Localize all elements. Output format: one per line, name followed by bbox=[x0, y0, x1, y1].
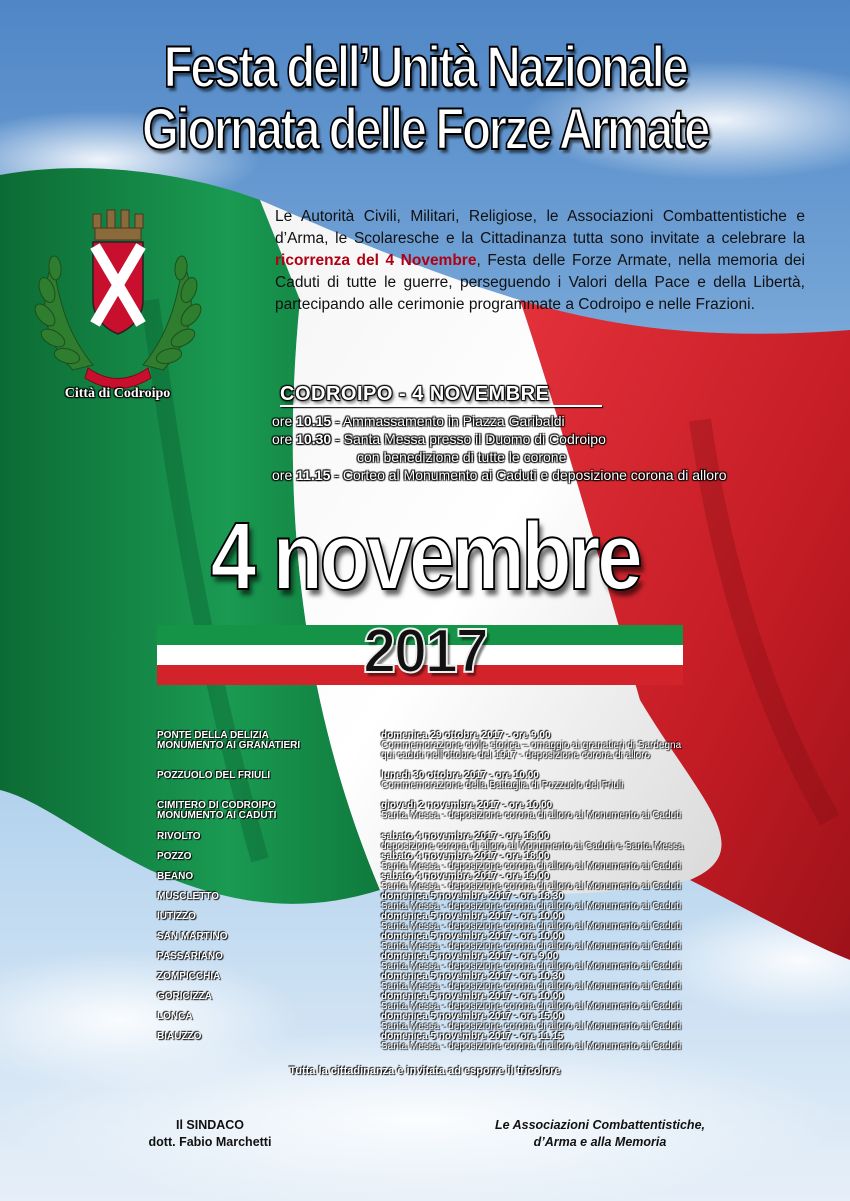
event-place: IUTIZZO bbox=[157, 911, 196, 922]
event-place: POZZO bbox=[157, 851, 192, 862]
intro-text-after: , Festa delle Forze Armate, nella memoria dei Caduti di tutte le guerre, perseguendo i Valori della Pace e della Libertà, partecipando alle cerimonie programmate a Codroipo e nelle Frazioni. bbox=[275, 252, 805, 313]
event-place: ZOMPICCHIA bbox=[157, 971, 221, 982]
associations-line-2: d’Arma e alla Memoria bbox=[533, 1135, 667, 1149]
codroipo-program-title: CODROIPO - 4 NOVEMBRE bbox=[280, 383, 550, 405]
event-place: CIMITERO DI CODROIPO bbox=[157, 800, 276, 811]
mayor-signature bbox=[120, 1117, 300, 1151]
event-detail: sabato 4 novembre 2017 - ore 18.00 bbox=[381, 851, 550, 862]
event-place: GORICIZZA bbox=[157, 991, 212, 1002]
event-place: MONUMENTO AI CADUTI bbox=[157, 810, 277, 821]
city-name: Città di Codroipo bbox=[64, 386, 171, 401]
event-place: BEANO bbox=[157, 871, 194, 882]
codroipo-item: ore 10.15 - Ammassamento in Piazza Garibaldi bbox=[272, 413, 565, 429]
event-detail: deposizione corona di alloro al Monumento ai Caduti e Santa Messa bbox=[381, 841, 684, 852]
mayor-name: dott. Fabio Marchetti bbox=[148, 1135, 272, 1149]
event-detail: Santa Messa - deposizione corona di alloro al Monumento ai Caduti bbox=[381, 941, 682, 952]
title-line-1: Festa dell’Unità Nazionale bbox=[163, 35, 687, 100]
codroipo-title-underline bbox=[280, 405, 602, 407]
intro-highlight: ricorrenza del 4 Novembre bbox=[275, 252, 477, 269]
event-detail: domenica 5 novembre 2017 - ore 18.30 bbox=[381, 891, 564, 902]
associations-signature bbox=[465, 1117, 735, 1151]
event-detail: domenica 5 novembre 2017 - ore 15.00 bbox=[381, 1011, 564, 1022]
big-date: 4 novembre bbox=[210, 503, 640, 610]
event-detail: giovedì 2 novembre 2017 - ore 10.00 bbox=[381, 800, 553, 811]
invitation-tricolore: Tutta la cittadinanza è invitata ad esporre il tricolore bbox=[289, 1065, 561, 1077]
event-detail: Commemorazione civile storica – omaggio ai granatieri di Sardegna bbox=[381, 740, 682, 751]
event-detail: Santa Messa - deposizione corona di alloro al Monumento ai Caduti bbox=[381, 1021, 682, 1032]
event-place: BIAUZZO bbox=[157, 1031, 202, 1042]
event-detail: Santa Messa - deposizione corona di alloro al Monumento ai Caduti bbox=[381, 981, 682, 992]
event-detail: Santa Messa - deposizione corona di alloro al Monumento ai Caduti bbox=[381, 810, 682, 821]
event-detail: domenica 5 novembre 2017 - ore 10.00 bbox=[381, 991, 564, 1002]
event-detail: qui caduti nell’ottobre del 1917 - deposizione corona di alloro bbox=[381, 750, 651, 761]
event-detail: domenica 5 novembre 2017 - ore 11.15 bbox=[381, 1031, 564, 1042]
event-place: LONCA bbox=[157, 1011, 193, 1022]
event-place: SAN MARTINO bbox=[157, 931, 228, 942]
event-detail: domenica 5 novembre 2017 - ore 10.00 bbox=[381, 911, 564, 922]
event-place: MUSCLETTO bbox=[157, 891, 220, 902]
event-detail: Santa Messa - deposizione corona di alloro al Monumento ai Caduti bbox=[381, 1001, 682, 1012]
event-detail: sabato 4 novembre 2017 - ore 19.00 bbox=[381, 871, 550, 882]
event-detail: Santa Messa - deposizione corona di alloro al Monumento ai Caduti bbox=[381, 1041, 682, 1052]
event-detail: Santa Messa - deposizione corona di alloro al Monumento ai Caduti bbox=[381, 861, 682, 872]
event-place: POZZUOLO DEL FRIULI bbox=[157, 770, 271, 781]
event-detail: Santa Messa - deposizione corona di alloro al Monumento ai Caduti bbox=[381, 921, 682, 932]
intro-text-before: Le Autorità Civili, Militari, Religiose, le Associazioni Combattentistiche e d’Arma, le Scolaresche e la Cittadinanza tutta sono invitate a celebrare la bbox=[275, 208, 805, 247]
event-detail: Santa Messa - deposizione corona di alloro al Monumento ai Caduti bbox=[381, 901, 682, 912]
codroipo-item: ore 11.15 - Corteo al Monumento ai Caduti e deposizione corona di alloro bbox=[272, 467, 727, 483]
event-place: RIVOLTO bbox=[157, 831, 201, 842]
event-detail: domenica 5 novembre 2017 - ore 9.00 bbox=[381, 951, 559, 962]
codroipo-coat-of-arms-icon bbox=[33, 200, 203, 410]
event-place: MONUMENTO AI GRANATIERI bbox=[157, 740, 301, 751]
event-detail: domenica 5 novembre 2017 - ore 10.30 bbox=[381, 971, 564, 982]
year: 2017 bbox=[363, 617, 487, 686]
event-detail: Commemorazione della Battaglia di Pozzuolo del Friuli bbox=[381, 780, 624, 791]
mayor-role: Il SINDACO bbox=[175, 1118, 245, 1132]
codroipo-item: ore 10.30 - Santa Messa presso il Duomo di Codroipo bbox=[272, 431, 606, 447]
codroipo-item: con benedizione di tutte le corone bbox=[357, 449, 567, 465]
event-detail: sabato 4 novembre 2017 - ore 18.00 bbox=[381, 831, 550, 842]
associations-line-1: Le Associazioni Combattentistiche, bbox=[495, 1118, 705, 1132]
event-place: PASSARIANO bbox=[157, 951, 223, 962]
event-detail: Santa Messa - deposizione corona di alloro al Monumento ai Caduti bbox=[381, 961, 682, 972]
event-detail: Santa Messa - deposizione corona di alloro al Monumento ai Caduti bbox=[381, 881, 682, 892]
event-detail: domenica 5 novembre 2017 - ore 10.00 bbox=[381, 931, 564, 942]
intro-paragraph bbox=[275, 206, 805, 316]
event-detail: domenica 29 ottobre 2017 - ore 9.00 bbox=[381, 730, 551, 741]
title-line-2: Giornata delle Forze Armate bbox=[141, 97, 709, 162]
event-place: PONTE DELLA DELIZIA bbox=[157, 730, 269, 741]
event-detail: lunedì 30 ottobre 2017 - ore 10.00 bbox=[381, 770, 539, 781]
